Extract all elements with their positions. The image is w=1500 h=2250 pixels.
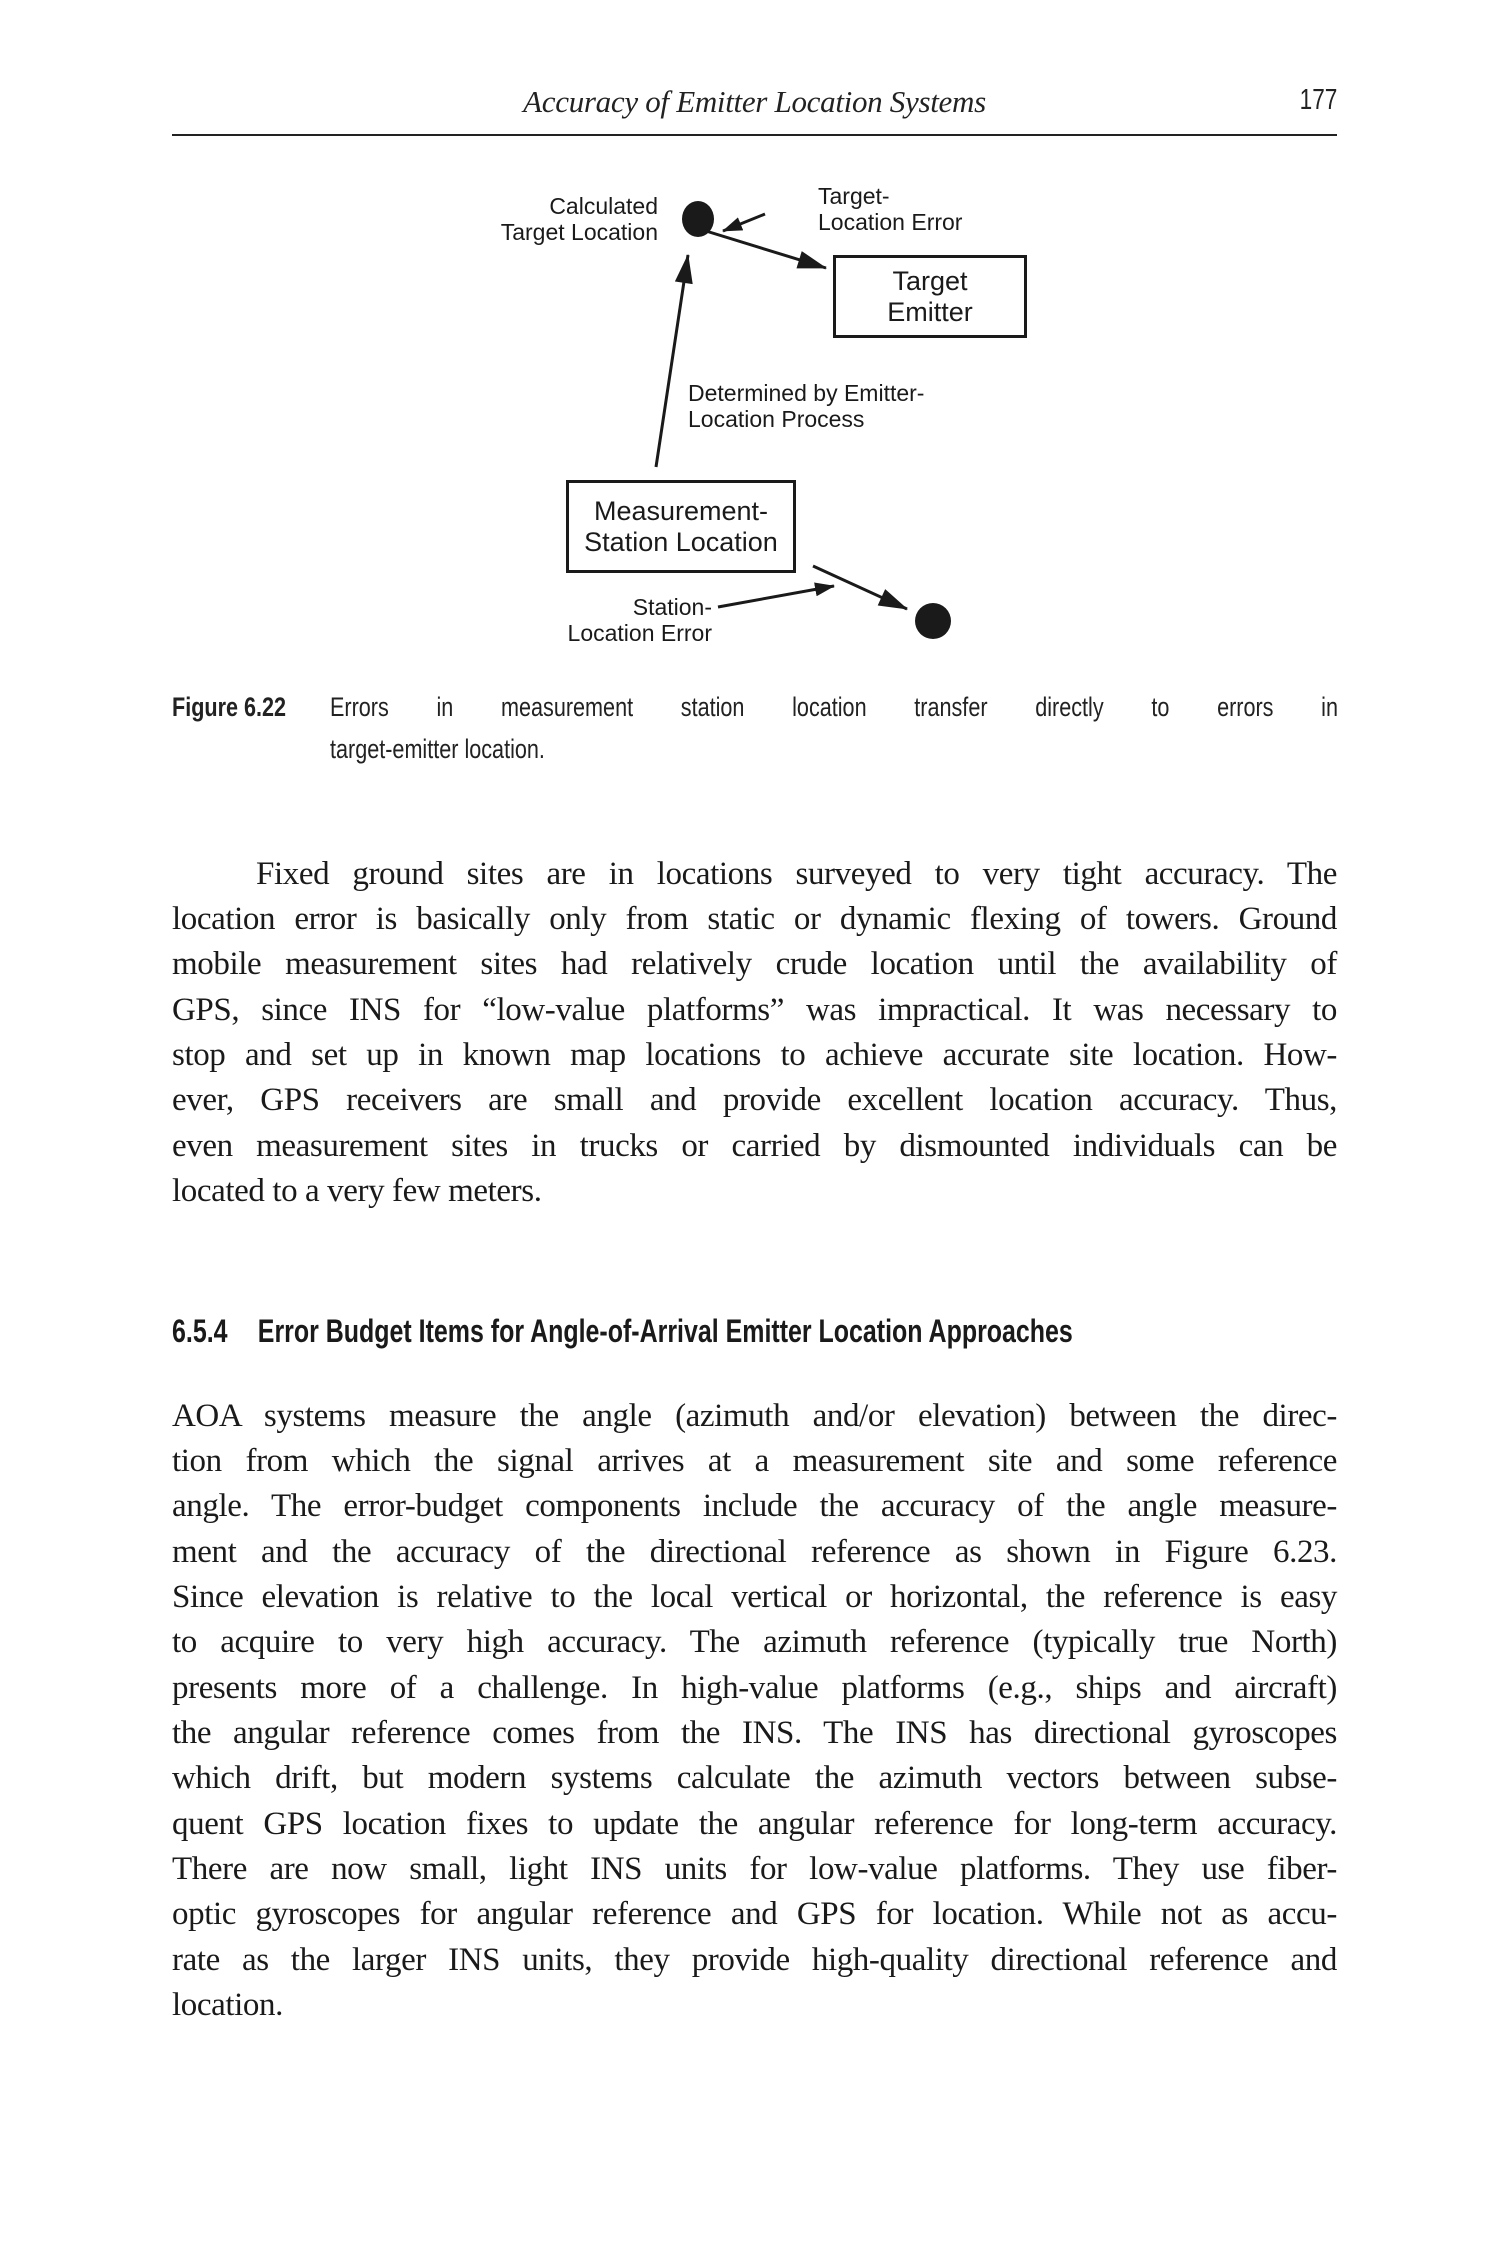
station-location-error-label: Station- Location Error xyxy=(567,594,712,646)
caption-line: Errors in measurement station location transfer directly to errors in xyxy=(330,692,1338,722)
caption-line: target-emitter location. xyxy=(330,734,545,764)
text-line: There are now small, light INS units for low-value platforms. They use fiber- xyxy=(172,1851,1337,1887)
determined-by-process-label: Determined by Emitter- Location Process xyxy=(688,380,925,432)
text-line: the angular reference comes from the INS. The INS has directional gyroscopes xyxy=(172,1715,1337,1751)
text-line: angle. The error-budget components include the accuracy of the angle measure- xyxy=(172,1488,1337,1524)
text-line: quent GPS location fixes to update the angular reference for long-term accuracy. xyxy=(172,1806,1337,1842)
target-location-error-label: Target- Location Error xyxy=(818,183,963,235)
text-line: tion from which the signal arrives at a measurement site and some reference xyxy=(172,1443,1337,1479)
target-error-vector-arrow xyxy=(693,227,826,268)
running-title: Accuracy of Emitter Location Systems xyxy=(523,84,986,119)
target-emitter-box: Target Emitter xyxy=(833,255,1027,338)
text-line: rate as the larger INS units, they provide high-quality directional reference and xyxy=(172,1942,1337,1978)
text-line: which drift, but modern systems calculate the azimuth vectors between subse- xyxy=(172,1760,1337,1796)
text-line: location error is basically only from static or dynamic flexing of towers. Ground xyxy=(172,901,1337,937)
text-line: even measurement sites in trucks or carried by dismounted individuals can be xyxy=(172,1128,1337,1164)
figure-label: Figure 6.22 xyxy=(172,692,287,722)
section-title: Error Budget Items for Angle-of-Arrival Emitter Location Approaches xyxy=(257,1313,1073,1349)
text-line: located to a very few meters. xyxy=(172,1173,542,1209)
text-line: optic gyroscopes for angular reference and GPS for location. While not as accu- xyxy=(172,1896,1337,1932)
text-line: Fixed ground sites are in locations surveyed to very tight accuracy. The xyxy=(256,856,1337,892)
text-line: presents more of a challenge. In high-value platforms (e.g., ships and aircraft) xyxy=(172,1670,1337,1706)
figure-6-22-diagram xyxy=(0,0,1500,680)
text-line: ment and the accuracy of the directional reference as shown in Figure 6.23. xyxy=(172,1534,1337,1570)
actual-station-dot xyxy=(915,603,951,639)
calculated-target-location-label: Calculated Target Location xyxy=(500,193,658,245)
text-line: to acquire to very high accuracy. The azimuth reference (typically true North) xyxy=(172,1624,1337,1660)
section-number: 6.5.4 xyxy=(172,1313,228,1349)
text-line: AOA systems measure the angle (azimuth and/or elevation) between the direc- xyxy=(172,1398,1337,1434)
text-line: mobile measurement sites had relatively crude location until the availability of xyxy=(172,946,1337,982)
text-line: GPS, since INS for “low-value platforms” was impractical. It was necessary to xyxy=(172,992,1337,1028)
text-line: location. xyxy=(172,1987,283,2023)
diagram-arrows xyxy=(0,0,1500,680)
emitter-location-process-arrow xyxy=(656,255,688,467)
text-line: stop and set up in known map locations to achieve accurate site location. How- xyxy=(172,1037,1337,1073)
section-heading xyxy=(172,1313,1073,1350)
page-number: 177 xyxy=(1299,84,1337,116)
target-error-pointer-arrow xyxy=(723,214,765,231)
measurement-station-location-box: Measurement- Station Location xyxy=(566,480,796,573)
station-error-pointer-arrow xyxy=(718,586,834,607)
text-line: Since elevation is relative to the local vertical or horizontal, the reference is easy xyxy=(172,1579,1337,1615)
text-line: ever, GPS receivers are small and provide excellent location accuracy. Thus, xyxy=(172,1082,1337,1118)
